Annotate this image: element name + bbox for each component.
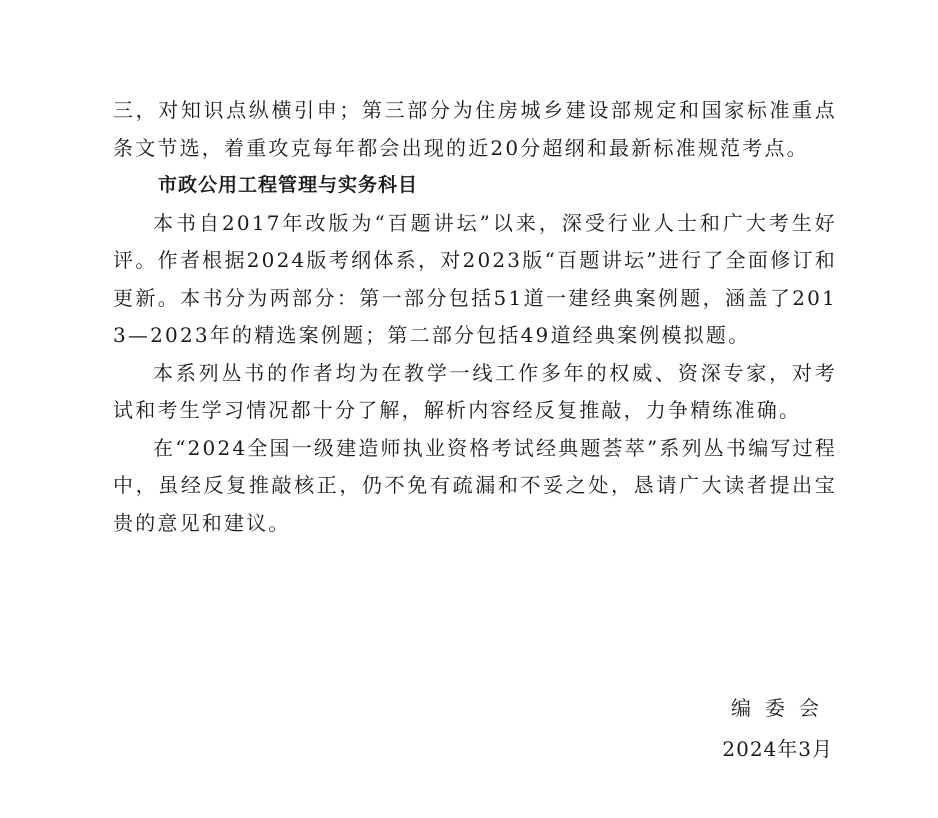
section-heading: 市政公用工程管理与实务科目 [158,174,419,196]
signature-committee: 编委会 [731,696,833,720]
signature-date: 2024年3月 [722,737,833,761]
paragraph-authors: 本系列丛书的作者均为在教学一线工作多年的权威、资深专家，对考试和考生学习情况都十分了解，解析内容经反复推敲，力争精练准确。 [113,360,837,422]
paragraph-continuation: 三，对知识点纵横引申；第三部分为住房城乡建设部规定和国家标准重点条文节选，着重攻克每年都会出现的近20分超纲和最新标准规范考点。 [113,98,837,160]
paragraph-closing: 在“2024全国一级建造师执业资格考试经典题荟萃”系列丛书编写过程中，虽经反复推敲核正，仍不免有疏漏和不妥之处，恳请广大读者提出宝贵的意见和建议。 [113,435,837,535]
paragraph-book-intro: 本书自2017年改版为“百题讲坛”以来，深受行业人士和广大考生好评。作者根据2024版考纲体系，对2023版“百题讲坛”进行了全面修订和更新。本书分为两部分：第一部分包括51道一建经典案例题，涵盖了2013—2023年的精选案例题；第二部分包括49道经典案例模拟题。 [113,210,837,347]
document-body [113,92,837,542]
